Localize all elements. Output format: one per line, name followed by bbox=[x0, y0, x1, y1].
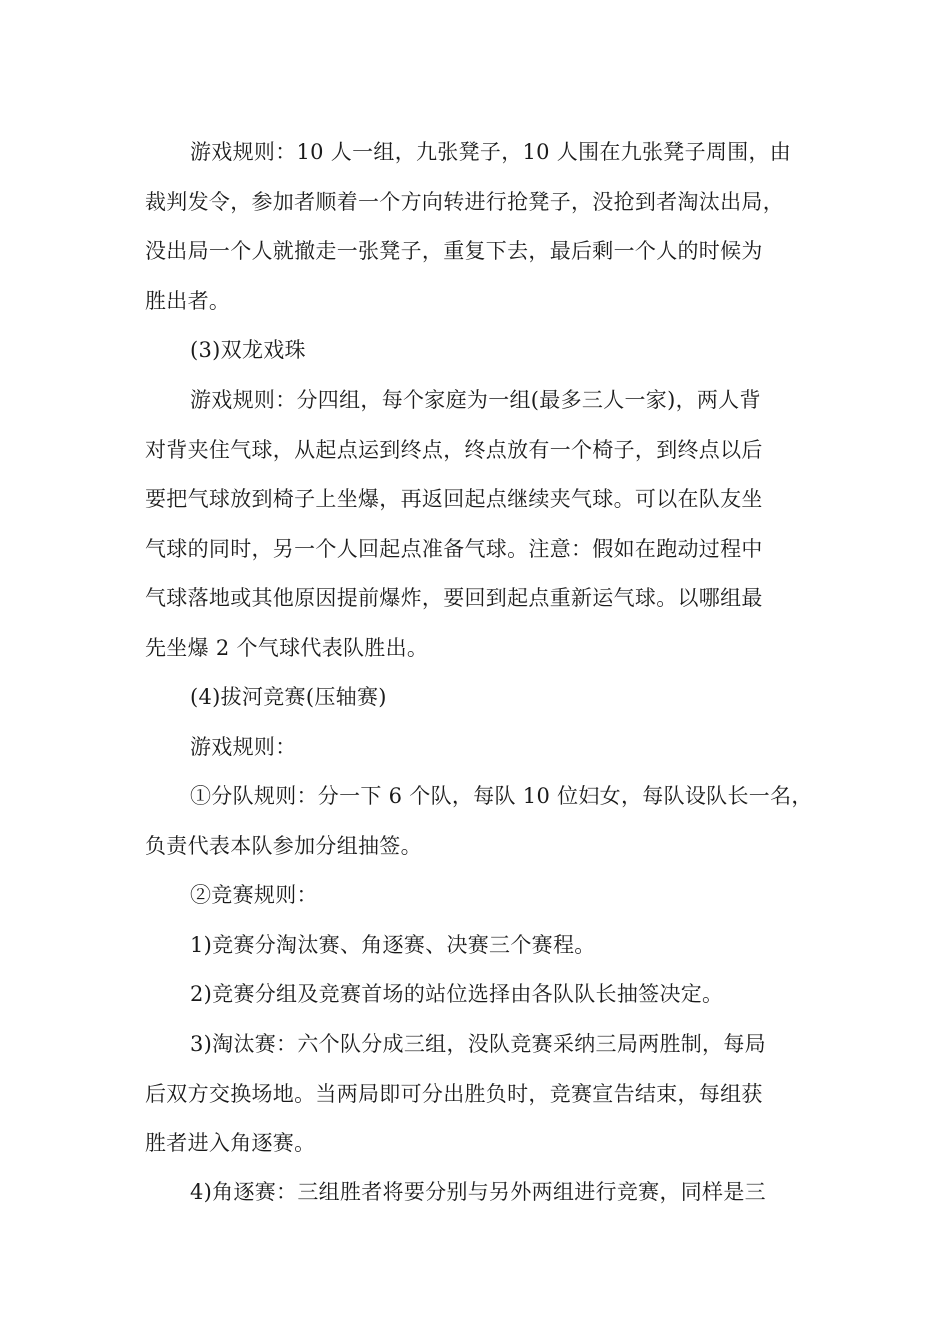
text-line: 游戏规则： bbox=[190, 735, 297, 759]
text-line: 没出局一个人就撤走一张凳子，重复下去，最后剩一个人的时候为 bbox=[145, 239, 763, 263]
text-line: (4)拔河竞赛(压轴赛) bbox=[190, 685, 387, 709]
text-line: (3)双龙戏珠 bbox=[190, 338, 306, 362]
paragraph bbox=[145, 376, 815, 673]
paragraph bbox=[145, 723, 815, 773]
text-line: 要把气球放到椅子上坐爆，再返回起点继续夹气球。可以在队友坐 bbox=[145, 487, 763, 511]
paragraph bbox=[145, 921, 815, 971]
text-line: 胜者进入角逐赛。 bbox=[145, 1131, 316, 1155]
text-line: 3)淘汰赛：六个队分成三组，没队竞赛采纳三局两胜制，每局 bbox=[190, 1032, 766, 1056]
text-line: 1)竞赛分淘汰赛、角逐赛、决赛三个赛程。 bbox=[190, 933, 596, 957]
text-line: ②竞赛规则： bbox=[190, 883, 318, 907]
text-line: 胜出者。 bbox=[145, 288, 231, 313]
text-line: 游戏规则：10 人一组，九张凳子，10 人围在九张凳子周围，由 bbox=[190, 140, 792, 164]
text-line: 4)角逐赛：三组胜者将要分别与另外两组进行竞赛，同样是三 bbox=[190, 1180, 766, 1204]
text-line: 后双方交换场地。当两局即可分出胜负时，竞赛宣告结束，每组获 bbox=[145, 1081, 763, 1106]
paragraph bbox=[145, 128, 815, 326]
paragraph bbox=[145, 871, 815, 921]
text-line: 先坐爆 2 个气球代表队胜出。 bbox=[145, 635, 429, 660]
paragraph bbox=[145, 772, 815, 871]
paragraph bbox=[145, 673, 815, 723]
text-line: 负责代表本队参加分组抽签。 bbox=[145, 833, 422, 858]
paragraph bbox=[145, 1168, 815, 1218]
paragraph bbox=[145, 970, 815, 1020]
text-line: 气球的同时，另一个人回起点准备气球。注意：假如在跑动过程中 bbox=[145, 536, 763, 561]
text-line: 气球落地或其他原因提前爆炸，要回到起点重新运气球。以哪组最 bbox=[145, 586, 763, 610]
paragraph bbox=[145, 1020, 815, 1169]
text-line: 游戏规则：分四组，每个家庭为一组(最多三人一家)，两人背 bbox=[190, 388, 761, 412]
text-line: 裁判发令，参加者顺着一个方向转进行抢凳子，没抢到者淘汰出局， bbox=[145, 189, 784, 214]
text-line: 对背夹住气球，从起点运到终点，终点放有一个椅子，到终点以后 bbox=[145, 437, 763, 462]
text-line: ①分队规则：分一下 6 个队，每队 10 位妇女，每队设队长一名， bbox=[190, 784, 813, 808]
paragraph bbox=[145, 326, 815, 376]
text-line: 2)竞赛分组及竞赛首场的站位选择由各队队长抽签决定。 bbox=[190, 982, 724, 1006]
